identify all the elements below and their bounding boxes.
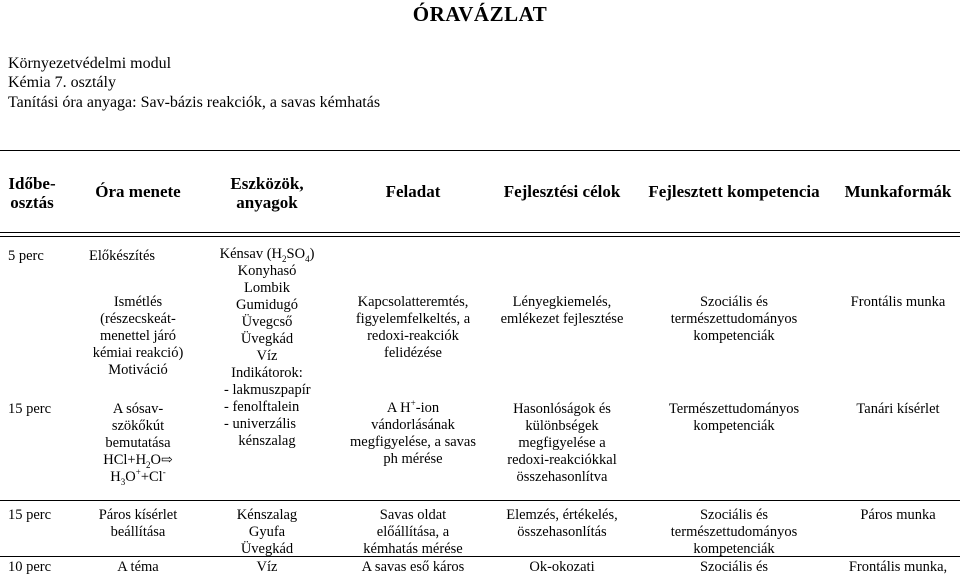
reaction-line-2: $H_3O^++Cl^-$	[110, 467, 166, 487]
detail-line: Motiváció	[108, 362, 168, 378]
cel-block1a	[488, 294, 636, 328]
feladat-line: megfigyelése, a savas	[349, 434, 477, 450]
materials-block3: Víz	[256, 559, 278, 575]
time-15-perc-b2: 15 perc	[8, 507, 52, 523]
material-item: kénszalag	[238, 433, 296, 449]
topic-line: Tanítási óra anyaga: Sav-bázis reakciók, a savas kémhatás	[8, 94, 381, 111]
forma-block3: Frontális munka,	[848, 559, 948, 575]
col-header-ido-1: Időbe-	[8, 174, 56, 193]
cel-line: redoxi-reakciókkal	[507, 452, 617, 468]
time-15-perc: 15 perc	[8, 401, 52, 417]
col-header-fejlesztesi: Fejlesztési célok	[503, 182, 621, 201]
materials-block2	[212, 507, 322, 558]
material-item: Üvegcső	[241, 314, 293, 330]
cel-line: megfigyelése a	[518, 435, 606, 451]
cel-line: különbségek	[525, 418, 599, 434]
step-sosav-szokokut	[64, 401, 212, 486]
module-line: Környezetvédelmi modul	[8, 55, 172, 72]
col-header-ido	[0, 174, 64, 212]
material-item: Konyhasó	[237, 263, 297, 279]
material-item: - fenolftalein	[224, 399, 300, 415]
col-header-ido-2: osztás	[10, 193, 54, 212]
step-line: Páros kísérlet	[98, 507, 178, 523]
komp-line: természettudományos	[670, 311, 798, 327]
cel-line: Hasonlóságok és	[513, 401, 611, 417]
material-item: - lakmuszpapír	[224, 382, 311, 398]
block1-bottom-border	[0, 500, 960, 501]
reaction-line-1: $HCl+H_2O⇨$	[103, 452, 173, 470]
feladat-block1b	[338, 400, 488, 468]
detail-line: kémiai reakció)	[92, 345, 184, 361]
komp-line: Természettudományos	[668, 401, 800, 417]
col-header-eszkozok-2: anyagok	[236, 193, 298, 212]
feladat-line: felidézése	[384, 345, 442, 361]
materials-block1	[212, 246, 322, 450]
cel-line: emlékezet fejlesztése	[500, 311, 624, 327]
komp-block1b	[634, 401, 834, 435]
header-bottom-border-2	[0, 236, 960, 237]
cel-block1b	[488, 401, 636, 486]
header-bottom-border	[0, 232, 960, 233]
col-header-eszkozok-1: Eszközök,	[230, 174, 304, 193]
cel-line: Lényegkiemelés,	[512, 294, 612, 310]
feladat-line: vándorlásának	[371, 417, 455, 433]
col-header-menete: Óra menete	[95, 182, 181, 201]
komp-block1a	[634, 294, 834, 345]
komp-line: kompetenciák	[693, 541, 775, 557]
material-item: Víz	[256, 348, 278, 364]
feladat-line: ph mérése	[383, 451, 443, 467]
step-line: A sósav-	[112, 401, 164, 417]
material-item: Gyufa	[248, 524, 286, 540]
step-line: bemutatása	[105, 435, 171, 451]
time-10-perc: 10 perc	[8, 559, 52, 575]
arrow-right-icon: ⇨	[161, 453, 173, 468]
komp-line: kompetenciák	[693, 418, 775, 434]
material-item: Indikátorok:	[231, 365, 303, 381]
step-a-tema: A téma	[117, 559, 159, 575]
cel-line: összehasonlítva	[516, 469, 608, 485]
cel-line: összehasonlítás	[517, 524, 607, 540]
feladat-block2	[338, 507, 488, 558]
material-kensav: Kénsav $(H_2SO_4)$	[219, 246, 315, 264]
feladat-block1a	[338, 294, 488, 362]
col-header-eszkozok	[212, 174, 322, 212]
step-line: beállítása	[110, 524, 166, 540]
komp-line: természettudományos	[670, 524, 798, 540]
forma-block1a: Frontális munka	[850, 294, 946, 310]
detail-line: Ismétlés	[113, 294, 163, 310]
feladat-line: Savas oldat	[379, 507, 447, 523]
step-line: szökőkút	[111, 418, 165, 434]
cel-line: Elemzés, értékelés,	[506, 507, 618, 523]
cel-block2	[488, 507, 636, 541]
feladat-block3: A savas eső káros	[361, 559, 465, 575]
forma-block1b: Tanári kísérlet	[856, 401, 940, 417]
detail-line: (részecskeát-	[100, 311, 176, 327]
step-elokeszites-detail	[64, 294, 212, 379]
material-item: Üvegkád	[240, 541, 294, 557]
step-elokeszites: Előkészítés	[89, 248, 156, 264]
feladat-line: kémhatás mérése	[363, 541, 463, 557]
cel-block3: Ok-okozati	[529, 559, 595, 575]
feladat-line: előállítása, a	[376, 524, 450, 540]
material-item: - univerzális	[224, 416, 297, 432]
grade-line: Kémia 7. osztály	[8, 74, 116, 91]
komp-line: kompetenciák	[693, 328, 775, 344]
forma-block2: Páros munka	[860, 507, 936, 523]
komp-block2	[634, 507, 834, 558]
col-header-feladat: Feladat	[385, 182, 441, 201]
komp-block3: Szociális és	[699, 559, 769, 575]
feladat-line: Kapcsolatteremtés,	[357, 294, 469, 310]
page-title: ÓRAVÁZLAT	[412, 2, 548, 26]
material-item: Lombik	[244, 280, 290, 296]
col-header-munkaformak: Munkaformák	[844, 182, 952, 201]
material-item: Gumidugó	[235, 297, 299, 313]
komp-line: Szociális és	[699, 507, 769, 523]
feladat-line: figyelemfelkeltés, a	[355, 311, 471, 327]
step-paros-kiserlet	[64, 507, 212, 541]
detail-line: menettel járó	[99, 328, 177, 344]
komp-line: Szociális és	[699, 294, 769, 310]
material-item: Üvegkád	[240, 331, 294, 347]
col-header-kompetencia: Fejlesztett kompetencia	[648, 182, 820, 201]
feladat-line: redoxi-reakciók	[367, 328, 459, 344]
feladat-line: A H+-ion	[386, 398, 440, 416]
material-item: Kénszalag	[236, 507, 298, 523]
time-5-perc: 5 perc	[8, 248, 44, 264]
table-top-border	[0, 150, 960, 151]
